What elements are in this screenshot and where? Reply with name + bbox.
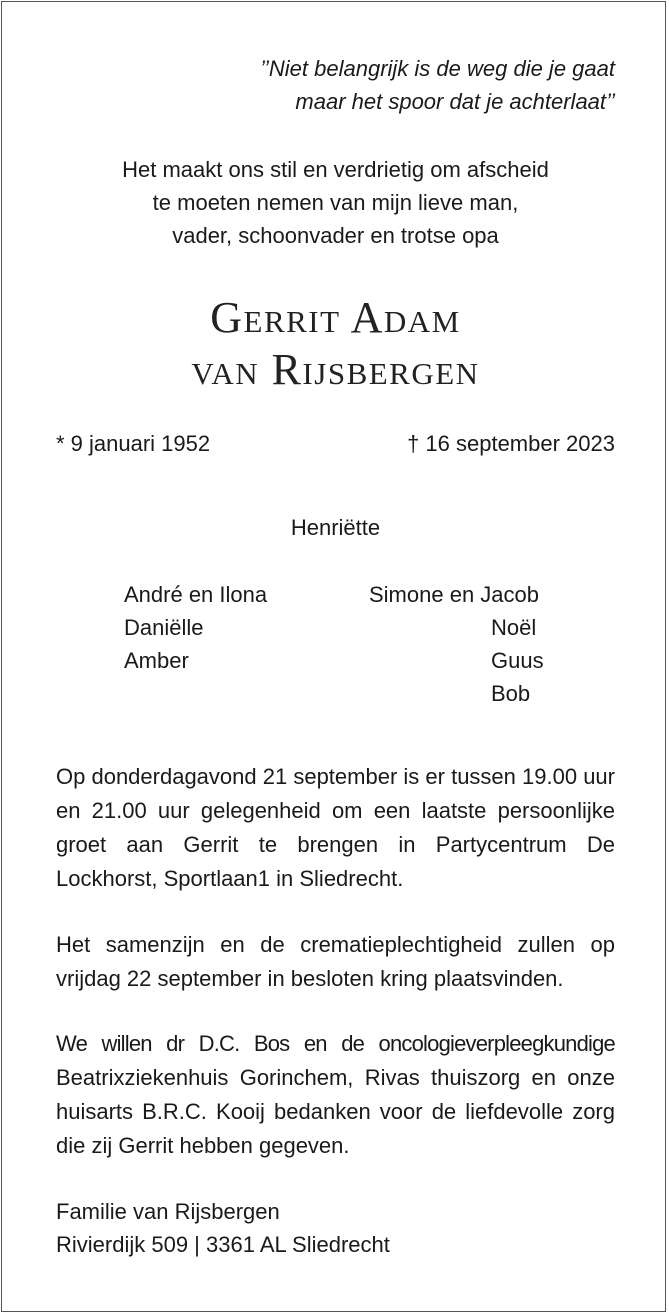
deceased-name (56, 292, 615, 396)
grandchild-name: Bob (491, 681, 531, 706)
thanks-paragraph (56, 1027, 615, 1163)
spouse-name: Henriëtte (290, 515, 381, 540)
family-couple: André en Ilona (124, 582, 268, 607)
thanks-first-line: We willen dr D.C. Bos en de oncologieverpleegkundige (56, 1031, 615, 1056)
grandchild-name: Noël (491, 615, 537, 640)
family-group-right (369, 578, 553, 710)
death-date: † 16 september 2023 (407, 431, 615, 456)
visitation-paragraph: Op donderdagavond 21 september is er tussen 19.00 uur en 21.00 uur gelegenheid om een laatste persoonlijke groet aan Gerrit te brengen in Partycentrum De Lockhorst, Sportlaan1 in Sliedrecht. (56, 764, 615, 891)
address: Rivierdijk 509 | 3361 AL Sliedrecht (56, 1232, 390, 1257)
intro-line-1: Het maakt ons stil en verdrietig om afscheid (122, 157, 549, 182)
family-signature: Familie van Rijsbergen (56, 1199, 280, 1224)
grandchild-name: Amber (124, 648, 189, 673)
name-line-2: van Rijsbergen (191, 345, 480, 394)
intro-text (56, 153, 615, 252)
grandchild-name: Guus (491, 648, 544, 673)
quote-line-1: ’’Niet belangrijk is de weg die je gaat (259, 56, 615, 81)
thanks-rest: Beatrixziekenhuis Gorinchem, Rivas thuiszorg en onze huisarts B.R.C. Kooij bedanken voor de liefdevolle zorg die zij Gerrit hebben gegeven. (56, 1065, 615, 1158)
intro-line-2: te moeten nemen van mijn lieve man, (152, 190, 519, 215)
family-couple: Simone en Jacob (369, 582, 539, 607)
quote-line-2: maar het spoor dat je achterlaat’’ (295, 89, 615, 114)
intro-line-3: vader, schoonvader en trotse opa (172, 223, 499, 248)
signature-block (56, 1195, 615, 1261)
grandchild-name: Daniëlle (124, 615, 204, 640)
birth-date: * 9 januari 1952 (56, 431, 211, 456)
family-group-left (124, 578, 267, 677)
opening-quote (56, 52, 615, 118)
name-line-1: Gerrit Adam (210, 293, 461, 342)
ceremony-paragraph: Het samenzijn en de crematieplechtigheid zullen op vrijdag 22 september in besloten kring plaatsvinden. (56, 932, 615, 991)
